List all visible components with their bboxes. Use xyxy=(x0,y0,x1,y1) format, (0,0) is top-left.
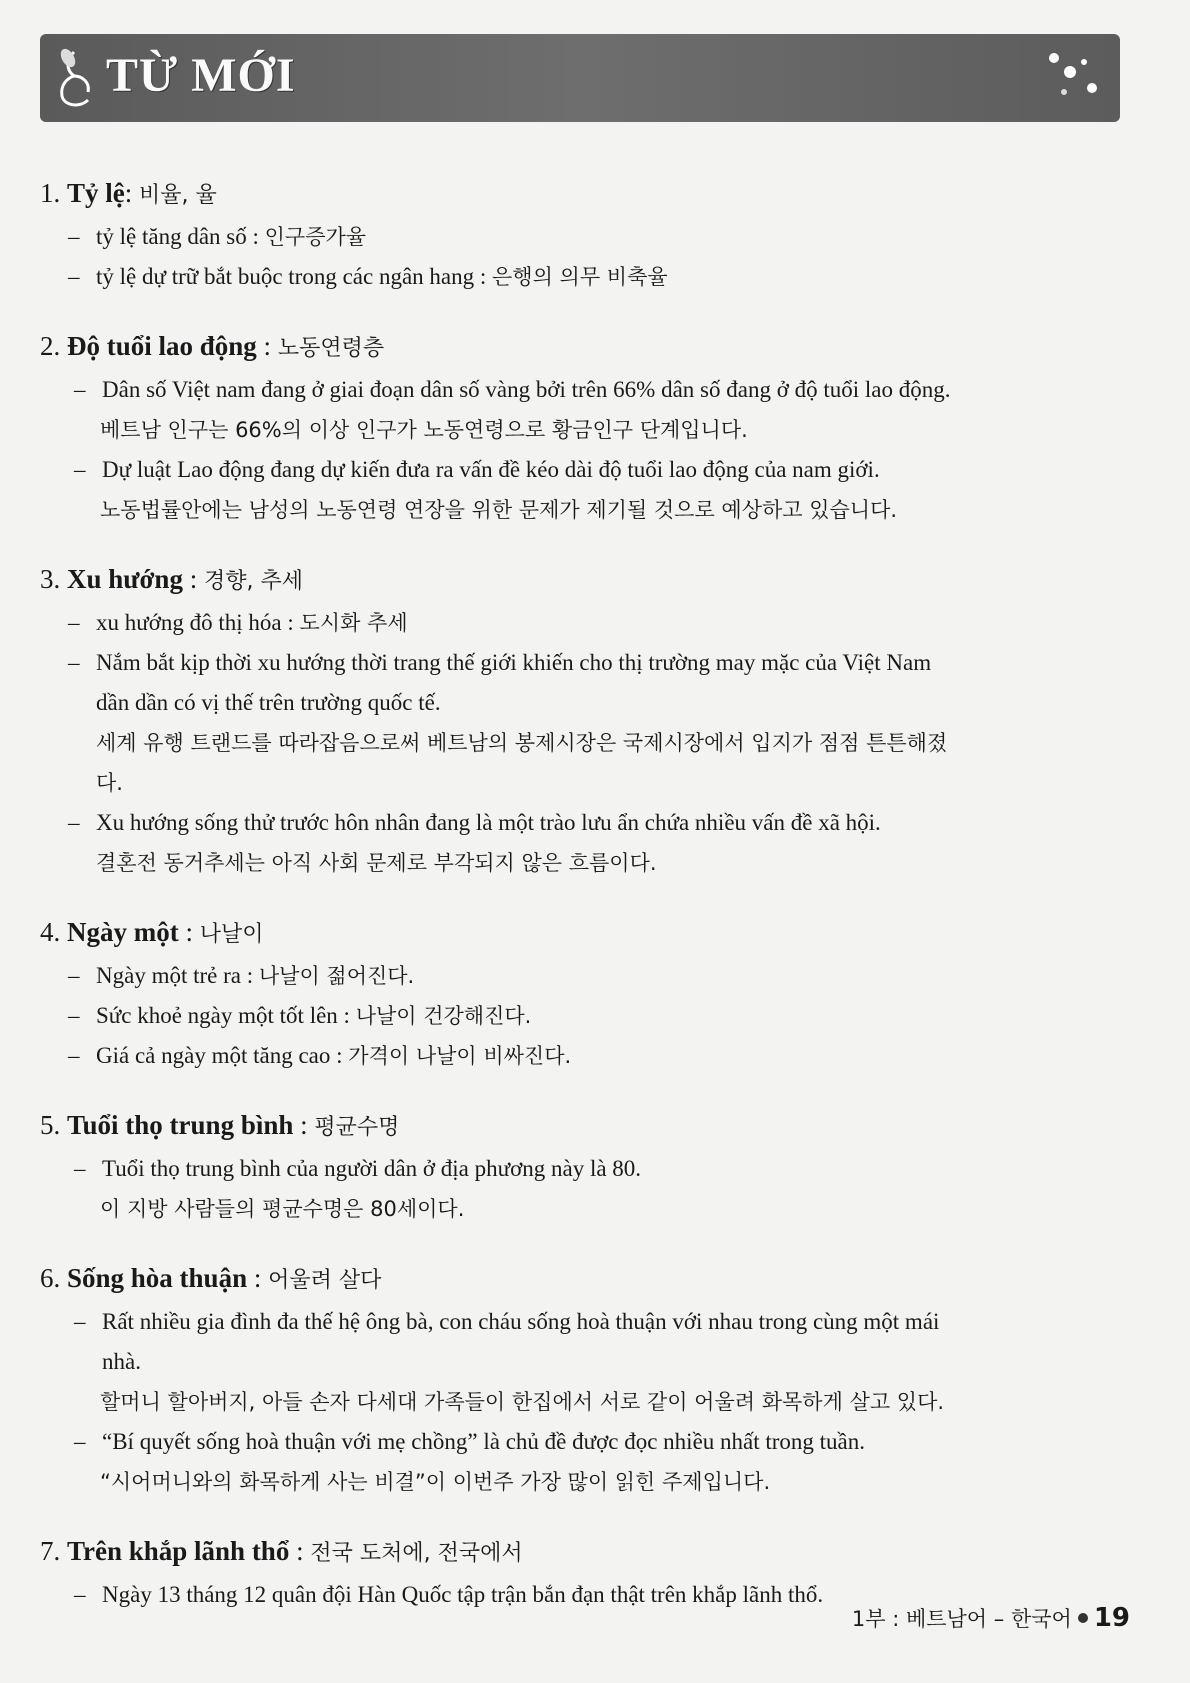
example-vi: xu hướng đô thị hóa xyxy=(96,610,282,635)
entry-heading xyxy=(40,1104,1130,1149)
dash: – xyxy=(74,1309,86,1334)
example-vi: Sức khoẻ ngày một tốt lên xyxy=(96,1003,338,1028)
example-line xyxy=(40,257,1130,297)
example-ko: 나날이 젊어진다. xyxy=(258,964,415,988)
example-vi: Giá cả ngày một tăng cao xyxy=(96,1043,331,1068)
example-vi: Ngày 13 tháng 12 quân đội Hàn Quốc tập trận bắn đạn thật trên khắp lãnh thổ. xyxy=(102,1582,824,1607)
example-line xyxy=(40,1302,1130,1342)
entry-number: 7. xyxy=(40,1536,61,1566)
example-line xyxy=(40,1422,1130,1462)
colon: : xyxy=(330,1043,349,1068)
dash: – xyxy=(74,1582,86,1607)
vocab-entry-1 xyxy=(40,172,1130,297)
example-vi: tỷ lệ tăng dân số xyxy=(96,224,247,249)
entry-number: 2. xyxy=(40,331,61,361)
separator: : xyxy=(124,178,140,208)
dash: – xyxy=(74,1156,86,1181)
entry-number: 4. xyxy=(40,917,61,947)
vocab-entry-3 xyxy=(40,558,1130,883)
entry-heading xyxy=(40,172,1130,217)
dash: – xyxy=(68,610,80,635)
dash: – xyxy=(68,1003,80,1028)
example-line xyxy=(40,217,1130,257)
example-line xyxy=(40,996,1130,1036)
section-banner xyxy=(40,34,1120,122)
dash: – xyxy=(68,264,80,289)
example-vi: Dự luật Lao động đang dự kiến đưa ra vấn đề kéo dài độ tuổi lao động của nam giới. xyxy=(102,457,880,482)
entry-heading xyxy=(40,558,1130,603)
vocab-entry-4 xyxy=(40,911,1130,1076)
entry-translation: 경향, 추세 xyxy=(203,569,303,594)
dots-ornament-icon xyxy=(1046,48,1106,108)
example-line xyxy=(40,450,1130,490)
separator: : xyxy=(256,331,278,361)
example-line xyxy=(40,803,1130,843)
entry-heading xyxy=(40,1257,1130,1302)
example-vi: tỷ lệ dự trữ bắt buộc trong các ngân hang xyxy=(96,264,475,289)
example-vi: “Bí quyết sống hoà thuận với mẹ chồng” là chủ đề được đọc nhiều nhất trong tuần. xyxy=(102,1429,866,1454)
colon: : xyxy=(240,963,259,988)
example-line xyxy=(40,603,1130,643)
example-ko: 노동법률안에는 남성의 노동연령 연장을 위한 문제가 제기될 것으로 예상하고 있습니다. xyxy=(100,498,898,522)
separator: : xyxy=(178,917,200,947)
example-vi: Dân số Việt nam đang ở giai đoạn dân số vàng bởi trên 66% dân số đang ở độ tuổi lao động. xyxy=(102,377,951,402)
separator: : xyxy=(293,1110,315,1140)
entry-term: Trên khắp lãnh thổ xyxy=(67,1536,290,1566)
colon: : xyxy=(246,224,265,249)
entry-term: Sống hòa thuận xyxy=(67,1263,248,1293)
example-ko: 가격이 나날이 비싸진다. xyxy=(348,1044,572,1068)
example-line xyxy=(40,956,1130,996)
example-ko: 은행의 의무 비축율 xyxy=(492,265,668,289)
example-ko: 결혼전 동거추세는 아직 사회 문제로 부각되지 않은 흐름이다. xyxy=(96,851,657,875)
entry-translation: 평균수명 xyxy=(314,1115,400,1140)
example-vi: Nắm bắt kịp thời xu hướng thời trang thế giới khiến cho thị trường may mặc của Việt Nam xyxy=(96,650,932,675)
entry-heading xyxy=(40,1530,1130,1575)
entry-term: Xu hướng xyxy=(67,564,183,594)
example-ko-continued: 다. xyxy=(96,771,123,795)
example-ko: 이 지방 사람들의 평균수명은 80세이다. xyxy=(100,1197,465,1221)
example-ko: 할머니 할아버지, 아들 손자 다세대 가족들이 한집에서 서로 같이 어울려 화목하게 살고 있다. xyxy=(100,1390,945,1414)
colon: : xyxy=(337,1003,356,1028)
dash: – xyxy=(74,1429,86,1454)
entry-number: 1. xyxy=(40,178,61,208)
entry-number: 6. xyxy=(40,1263,61,1293)
footer-section-label: 1부 : 베트남어 – 한국어 xyxy=(851,1607,1072,1631)
entry-translation: 비율, 율 xyxy=(139,183,217,208)
separator: : xyxy=(182,564,204,594)
example-ko: 나날이 건강해진다. xyxy=(355,1004,532,1028)
dash: – xyxy=(74,377,86,402)
colon: : xyxy=(281,610,300,635)
entry-translation: 나날이 xyxy=(199,922,264,947)
page-title: TỪ MỚI xyxy=(106,49,296,102)
example-ko: 도시화 추세 xyxy=(299,611,408,635)
entry-translation: 전국 도처에, 전국에서 xyxy=(310,1541,523,1566)
example-line xyxy=(40,643,1130,683)
example-ko: 인구증가율 xyxy=(264,225,367,249)
entry-translation: 어울려 살다 xyxy=(268,1268,382,1293)
vocab-entry-5 xyxy=(40,1104,1130,1229)
example-line xyxy=(40,1149,1130,1189)
example-vi-continued: dần dần có vị thế trên trường quốc tế. xyxy=(96,690,441,715)
dash: – xyxy=(68,1043,80,1068)
colon: : xyxy=(474,264,493,289)
example-line xyxy=(40,370,1130,410)
dash: – xyxy=(68,810,80,835)
entry-term: Độ tuổi lao động xyxy=(67,331,257,361)
entry-number: 5. xyxy=(40,1110,61,1140)
example-vi: Xu hướng sống thử trước hôn nhân đang là một trào lưu ẩn chứa nhiều vấn đề xã hội. xyxy=(96,810,881,835)
dash: – xyxy=(68,650,80,675)
entry-heading xyxy=(40,911,1130,956)
page-number: 19 xyxy=(1093,1603,1130,1633)
dash: – xyxy=(68,224,80,249)
example-vi: Rất nhiều gia đình đa thế hệ ông bà, con cháu sống hoà thuận với nhau trong cùng một mái xyxy=(102,1309,940,1334)
example-ko: 베트남 인구는 66%의 이상 인구가 노동연령으로 황금인구 단계입니다. xyxy=(100,418,748,442)
entry-term: Tuổi thọ trung bình xyxy=(67,1110,294,1140)
example-vi-continued: nhà. xyxy=(102,1349,141,1374)
separator: : xyxy=(289,1536,311,1566)
example-ko: “시어머니와의 화목하게 사는 비결”이 이번주 가장 많이 읽힌 주제입니다. xyxy=(100,1470,771,1494)
example-vi: Ngày một trẻ ra xyxy=(96,963,241,988)
vocab-entry-2 xyxy=(40,325,1130,530)
entry-heading xyxy=(40,325,1130,370)
example-line xyxy=(40,1036,1130,1076)
example-ko: 세계 유행 트랜드를 따라잡음으로써 베트남의 봉제시장은 국제시장에서 입지가 점점 튼튼해졌 xyxy=(96,731,948,755)
vocab-entry-6 xyxy=(40,1257,1130,1502)
entry-translation: 노동연령층 xyxy=(277,336,385,361)
dash: – xyxy=(68,963,80,988)
dash: – xyxy=(74,457,86,482)
bullet-dot-icon xyxy=(1078,1613,1088,1623)
entry-number: 3. xyxy=(40,564,61,594)
example-vi: Tuổi thọ trung bình của người dân ở địa phương này là 80. xyxy=(102,1156,642,1181)
entry-term: Ngày một xyxy=(67,917,179,947)
vocabulary-list xyxy=(40,172,1130,1643)
leaf-ornament-icon xyxy=(48,46,108,110)
entry-term: Tỷ lệ xyxy=(67,178,125,208)
separator: : xyxy=(247,1263,269,1293)
page-footer xyxy=(852,1603,1130,1633)
